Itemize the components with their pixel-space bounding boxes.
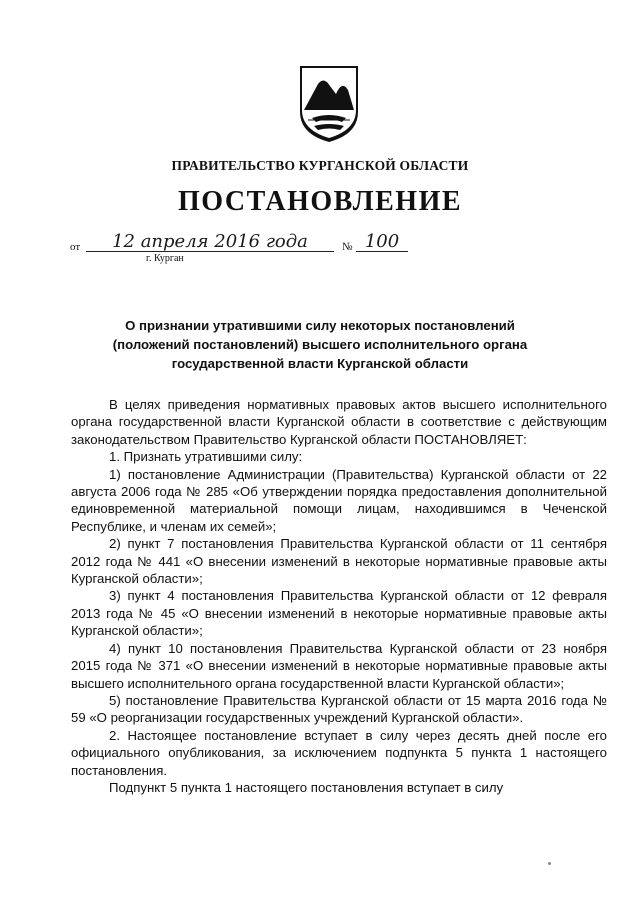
number-sign: №	[342, 241, 353, 253]
date-number-line	[70, 231, 400, 267]
paragraph-subitem-4: 4) пункт 10 постановления Правительства Курганской области от 23 ноября 2015 года № 371 «О внесении изменений в некоторые нормативные правовые акты высшего исполнительного органа государственной власти Курганской области»;	[71, 640, 607, 691]
paragraph-preamble: В целях приведения нормативных правовых актов высшего исполнительного органа государственной власти Курганской области в соответствие с действующим законодательством Правительство Курганской области ПОСТАНОВЛЯЕТ:	[71, 397, 607, 447]
document-body	[71, 396, 607, 796]
date-underline	[86, 251, 334, 252]
paragraph-item-2: 2. Настоящее постановление вступает в силу через десять дней после его официального опубликования, за исключением подпункта 5 пункта 1 настоящего постановления.	[71, 727, 607, 778]
government-title: ПРАВИТЕЛЬСТВО КУРГАНСКОЙ ОБЛАСТИ	[171, 158, 469, 173]
scan-dot	[548, 862, 551, 865]
paragraph-subitem-3: 3) пункт 4 постановления Правительства Курганской области от 12 февраля 2013 года № 45 «О внесении изменений в некоторые нормативные правовые акты Курганской области»;	[71, 588, 607, 639]
paragraph-item-1: 1. Признать утратившими силу:	[109, 449, 303, 465]
date-prefix: от	[70, 241, 81, 253]
handwritten-date: 12 апреля 2016 года	[112, 231, 308, 252]
city-label: г. Курган	[146, 253, 184, 264]
document-subject: О признании утратившими силу некоторых постановлений (положений постановлений) высшего исполнительного органа государственной власти Курганской области	[112, 318, 528, 371]
document-type-title: ПОСТАНОВЛЕНИЕ	[177, 186, 463, 217]
number-underline	[356, 251, 408, 252]
handwritten-number: 100	[364, 231, 400, 252]
paragraph-subitem-5: 5) постановление Правительства Курганской области от 15 марта 2016 года № 59 «О реорганизации государственных учреждений Курганской области».	[71, 692, 607, 726]
paragraph-subitem-1: 1) постановление Администрации (Правительства) Курганской области от 22 августа 2006 года № 285 «Об утверждении порядка предоставления дополнительной единовременной материальной помощи лицам, находившимся в Чеченской Республике, и членам их семей»;	[71, 466, 607, 534]
paragraph-subitem-2: 2) пункт 7 постановления Правительства Курганской области от 11 сентября 2012 года № 441 «О внесении изменений в некоторые нормативные правовые акты Курганской области»;	[71, 536, 607, 587]
paragraph-item-2-continued: Подпункт 5 пункта 1 настоящего постановления вступает в силу	[109, 779, 504, 795]
kurgan-coat-of-arms-icon	[296, 62, 362, 144]
